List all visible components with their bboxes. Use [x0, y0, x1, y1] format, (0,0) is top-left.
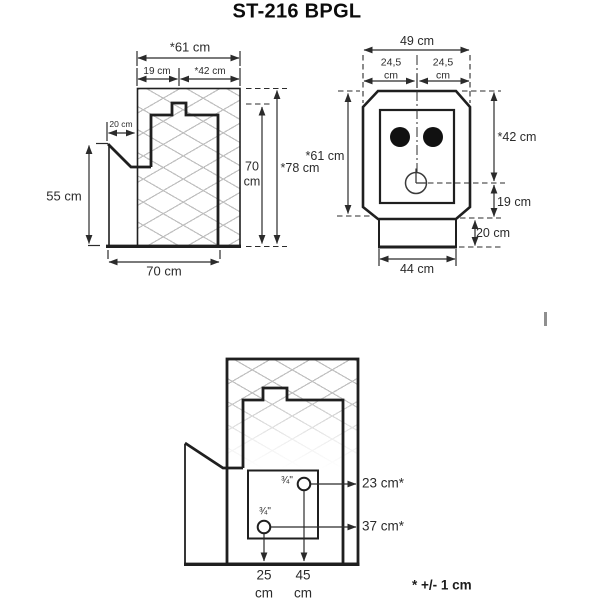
page-title: ST-216 BPGL — [232, 0, 362, 23]
side-flue-outlet-label: 20 cm — [109, 118, 133, 129]
front-lower-height-label: 19 cm — [496, 194, 532, 209]
side-flue-offset-label: 19 cm — [143, 66, 171, 77]
lower-connection-height-label: 37 cm* — [361, 518, 405, 534]
side-firebox-width-label: *42 cm — [194, 66, 226, 77]
tolerance-footnote: * +/- 1 cm — [412, 577, 472, 593]
side-overall-height-label: *78 cm — [280, 160, 320, 175]
lower-offset-label: 25 cm — [255, 567, 273, 600]
side-body-height-label: 70 cm — [243, 159, 261, 188]
upper-connection-height-label: 23 cm* — [361, 475, 405, 491]
front-upper-height-label: *42 cm — [497, 129, 537, 144]
fitting-upper-label: ¾" — [281, 475, 293, 486]
front-top-width-label: 49 cm — [399, 33, 435, 48]
fitting-lower-label: ¾" — [259, 506, 271, 517]
side-outlet-height-label: 55 cm — [46, 188, 82, 204]
front-body-height-label: *61 cm — [305, 148, 345, 163]
front-half-width-right-label: 24,5 cm — [432, 56, 454, 81]
front-half-width-left-label: 24,5 cm — [380, 56, 402, 81]
upper-offset-label: 45 cm — [294, 567, 312, 600]
front-base-height-label: 20 cm — [475, 225, 511, 240]
front-base-width-label: 44 cm — [399, 261, 435, 276]
side-depth-label: 70 cm — [146, 263, 182, 279]
side-overall-width-label: *61 cm — [169, 39, 211, 55]
